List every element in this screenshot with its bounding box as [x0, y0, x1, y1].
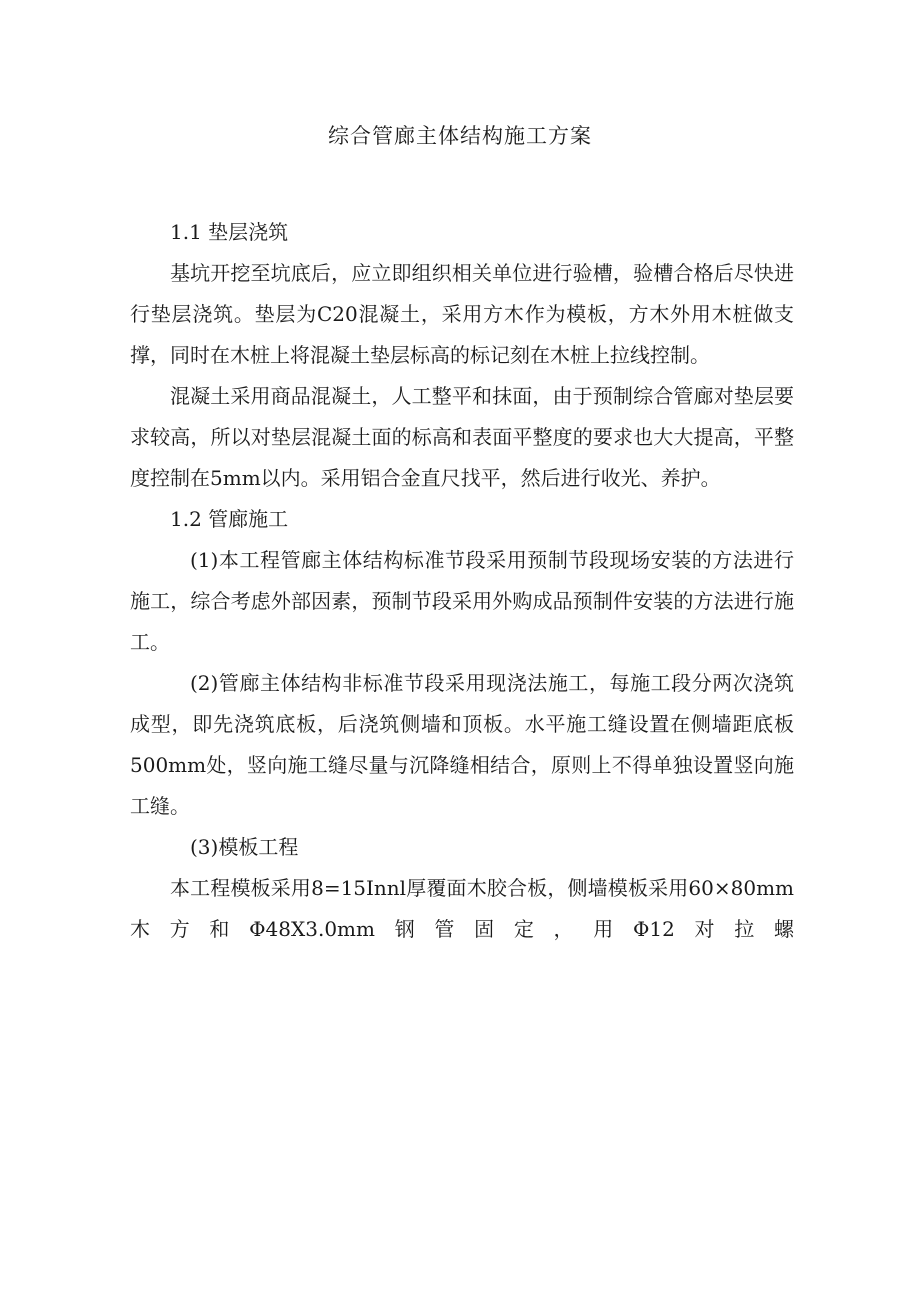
- document-title: 综合管廊主体结构施工方案: [328, 124, 592, 148]
- paragraph-concrete-leveling: 混凝土采用商品混凝土，人工整平和抹面，由于预制综合管廊对垫层要求较高，所以对垫层混凝土面的标高和表面平整度的要求也大大提高，平整度控制在5mm以内。采用铝合金直尺找平，然后进行收光、养护。: [130, 384, 794, 490]
- list-item-2: (2)管廊主体结构非标准节段采用现浇法施工，每施工段分两次浇筑成型，即先浇筑底板，后浇筑侧墙和顶板。水平施工缝设置在侧墙距底板500mm处，竖向施工缝尽量与沉降缝相结合，原则上不得单独设置竖向施工缝。: [130, 671, 794, 818]
- list-item-3: (3)模板工程: [190, 835, 299, 859]
- list-item-1: (1)本工程管廊主体结构标准节段采用预制节段现场安装的方法进行施工，综合考虑外部因素，预制节段采用外购成品预制件安装的方法进行施工。: [130, 548, 794, 654]
- section-heading-1-2: 1.2 管廊施工: [170, 507, 289, 531]
- section-heading-1-1: 1.1 垫层浇筑: [170, 220, 289, 244]
- document-body: [130, 212, 794, 950]
- paragraph-formwork: 本工程模板采用8=15Innl厚覆面木胶合板，侧墙模板采用60×80mm木方和Φ48X3.0mm钢管固定，用Φ12对拉螺: [130, 876, 794, 941]
- paragraph-cushion-pouring: 基坑开挖至坑底后，应立即组织相关单位进行验槽，验槽合格后尽快进行垫层浇筑。垫层为C20混凝土，采用方木作为模板，方木外用木桩做支撑，同时在木桩上将混凝土垫层标高的标记刻在木桩上拉线控制。: [130, 261, 794, 367]
